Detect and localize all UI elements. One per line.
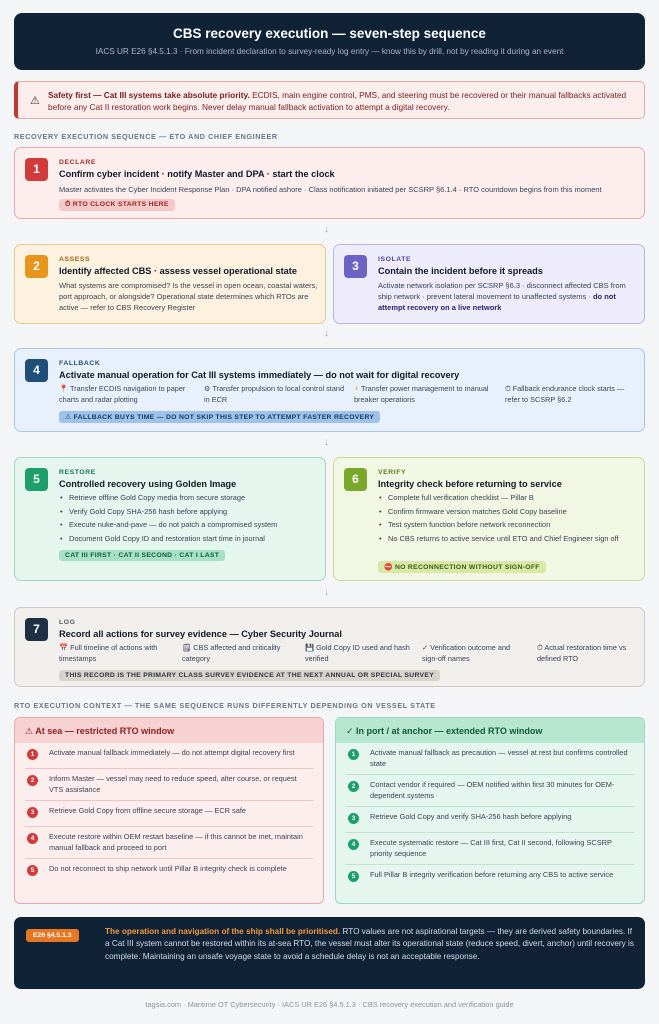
item-number: 3 bbox=[27, 807, 38, 818]
step-tag: ⏱ RTO CLOCK STARTS HERE bbox=[59, 199, 175, 211]
log-item bbox=[537, 643, 642, 664]
list-item: • No CBS returns to active service until ETO and Chief Engineer sign off bbox=[378, 534, 636, 545]
step-log bbox=[14, 607, 645, 687]
list-item: • Test system function before network reconnection bbox=[378, 520, 636, 531]
stopwatch-icon: ⏱ bbox=[505, 384, 511, 393]
fallback-item-text: Transfer ECDIS navigation to paper charts and radar plotting bbox=[59, 384, 186, 404]
step-restore bbox=[14, 457, 326, 581]
item-number: 5 bbox=[27, 865, 38, 876]
step-title: Activate manual operation for Cat III systems immediately — do not wait for digital recovery bbox=[59, 370, 460, 380]
log-item bbox=[305, 643, 417, 664]
in-port-list bbox=[336, 743, 644, 891]
step-desc: What systems are compromised? Is the vessel in open ocean, coastal waters, port approach, or alongside? Operational state determines which RTOs are active — refer to CBS Recovery Register bbox=[59, 281, 318, 312]
list-item-text: Contact vendor if required — OEM notified within first 30 minutes for OEM-dependent systems bbox=[370, 780, 615, 800]
step-verify bbox=[333, 457, 645, 581]
step-kicker: ISOLATE bbox=[378, 256, 412, 263]
list-item bbox=[25, 827, 313, 859]
log-item-text: Full timeline of actions with timestamps bbox=[59, 643, 158, 663]
sequence-label: RECOVERY EXECUTION SEQUENCE — ETO AND CHIEF ENGINEER bbox=[14, 132, 278, 141]
panel-title: ✓ In port / at anchor — extended RTO window bbox=[336, 718, 644, 743]
step-title: Integrity check before returning to service bbox=[378, 479, 562, 489]
step-kicker: LOG bbox=[59, 619, 76, 626]
context-label: RTO EXECUTION CONTEXT — THE SAME SEQUENCE RUNS DIFFERENTLY DEPENDING ON VESSEL STATE bbox=[14, 701, 436, 710]
step-number: 5 bbox=[25, 468, 48, 491]
lightning-icon: ⚡ bbox=[354, 384, 360, 393]
step-number: 3 bbox=[344, 255, 367, 278]
step-number: 4 bbox=[25, 359, 48, 382]
callout-body: RTO values are not aspirational targets — they are derived safety boundaries. If a Cat III system cannot be restored within its at-sea RTO, the vessel must alter its operational state (reduce speed, divert, anchor) until recovery is complete. Maintaining an unsafe voyage state to avoid a schedule delay is not an acceptable response. bbox=[105, 927, 634, 961]
stopwatch-icon: ⏱ bbox=[537, 643, 543, 652]
step-number: 7 bbox=[25, 618, 48, 641]
list-item bbox=[25, 801, 313, 827]
item-number: 1 bbox=[348, 749, 359, 760]
restore-list bbox=[59, 493, 319, 547]
fallback-item-text: Transfer propulsion to local control stand in ECR bbox=[204, 384, 345, 404]
list-item bbox=[346, 743, 634, 775]
list-item-text: Inform Master — vessel may need to reduce speed, alter course, or request VTS assistance bbox=[49, 774, 297, 794]
list-item: • Confirm firmware version matches Gold Copy baseline bbox=[378, 507, 636, 518]
gear-icon: ⚙ bbox=[204, 384, 211, 393]
fallback-item bbox=[505, 384, 640, 405]
list-item bbox=[25, 743, 313, 769]
list-item-text: Full Pillar B integrity verification before returning any CBS to active service bbox=[370, 870, 614, 879]
log-item-text: CBS affected and criticality category bbox=[182, 643, 281, 663]
item-number: 4 bbox=[27, 833, 38, 844]
list-item-text: Retrieve Gold Copy and verify SHA-256 hash before applying bbox=[370, 812, 572, 821]
step-tag: ⛔ NO RECONNECTION WITHOUT SIGN-OFF bbox=[378, 561, 546, 573]
calendar-icon: 📅 bbox=[59, 643, 69, 652]
disk-icon: 💾 bbox=[305, 643, 315, 652]
step-tag: THIS RECORD IS THE PRIMARY CLASS SURVEY EVIDENCE AT THE NEXT ANNUAL OR SPECIAL SURVEY bbox=[59, 670, 440, 681]
callout-text bbox=[105, 926, 635, 963]
list-item: • Retrieve offline Gold Copy media from secure storage bbox=[59, 493, 319, 504]
item-number: 1 bbox=[27, 749, 38, 760]
list-item-text: Execute systematic restore — Cat III first, Cat II second, following SCSRP priority sequence bbox=[370, 838, 612, 858]
step-isolate bbox=[333, 244, 645, 324]
item-number: 5 bbox=[348, 871, 359, 882]
step-title: Confirm cyber incident · notify Master and DPA · start the clock bbox=[59, 169, 335, 179]
fallback-item-text: Transfer power management to manual breaker operations bbox=[354, 384, 489, 404]
list-item-text: Activate manual fallback as precaution — vessel at rest but confirms controlled state bbox=[370, 748, 628, 768]
fallback-item-text: Fallback endurance clock starts — refer to SCSRP §6.2 bbox=[505, 384, 625, 404]
list-item: • Document Gold Copy ID and restoration start time in journal bbox=[59, 534, 319, 545]
log-item bbox=[59, 643, 177, 664]
step-desc bbox=[378, 280, 638, 313]
arrow-down-icon: ↓ bbox=[324, 224, 329, 235]
step-number: 1 bbox=[25, 158, 48, 181]
safety-lead: Safety first — Cat III systems take absolute priority. bbox=[48, 90, 250, 100]
arrow-down-icon: ↓ bbox=[324, 328, 329, 339]
at-sea-list bbox=[15, 743, 323, 885]
regulation-callout bbox=[14, 917, 645, 989]
item-number: 3 bbox=[348, 813, 359, 824]
step-assess bbox=[14, 244, 326, 324]
map-pin-icon: 📍 bbox=[59, 384, 69, 393]
check-icon: ✓ bbox=[422, 643, 429, 652]
list-item-text: Do not reconnect to ship network until Pillar B integrity check is complete bbox=[49, 864, 287, 873]
step-tag: ⚠ FALLBACK BUYS TIME — DO NOT SKIP THIS STEP TO ATTEMPT FASTER RECOVERY bbox=[59, 411, 380, 423]
list-item bbox=[346, 833, 634, 865]
list-item: • Execute nuke-and-pave — do not patch a compromised system bbox=[59, 520, 319, 531]
in-port-panel bbox=[335, 717, 645, 904]
log-item-text: Gold Copy ID used and hash verified bbox=[305, 643, 410, 663]
safety-text bbox=[48, 89, 638, 113]
list-item bbox=[25, 769, 313, 801]
notepad-icon: 🗒 bbox=[182, 643, 192, 652]
step-fallback bbox=[14, 348, 645, 432]
list-item-text: Activate manual fallback immediately — do not attempt digital recovery first bbox=[49, 748, 295, 757]
item-number: 2 bbox=[27, 775, 38, 786]
at-sea-panel bbox=[14, 717, 324, 904]
step-declare bbox=[14, 147, 645, 219]
log-item bbox=[422, 643, 527, 664]
list-item bbox=[346, 775, 634, 807]
step-title: Identify affected CBS · assess vessel operational state bbox=[59, 266, 297, 276]
step-kicker: VERIFY bbox=[378, 469, 407, 476]
list-item: • Verify Gold Copy SHA-256 hash before applying bbox=[59, 507, 319, 518]
step-tag: CAT III FIRST · CAT II SECOND · CAT I LAST bbox=[59, 550, 225, 561]
panel-title: ⚠ At sea — restricted RTO window bbox=[15, 718, 323, 743]
page-subtitle: IACS UR E26 §4.5.1.3 · From incident declaration to survey-ready log entry — know this by drill, not by reading it during an event bbox=[95, 47, 564, 56]
step-desc-bold: do not attempt recovery on a live network bbox=[378, 292, 616, 312]
list-item bbox=[25, 859, 313, 885]
item-number: 2 bbox=[348, 781, 359, 792]
footer-credit: tagsia.com · Maritime OT Cybersecurity · IACS UR E26 §4.5.1.3 · CBS recovery execution and verification guide bbox=[145, 1000, 514, 1009]
log-item-text: Actual restoration time vs defined RTO bbox=[537, 643, 627, 663]
list-item: • Complete full verification checklist — Pillar B bbox=[378, 493, 636, 504]
fallback-item bbox=[354, 384, 494, 405]
list-item bbox=[346, 807, 634, 833]
step-kicker: FALLBACK bbox=[59, 360, 101, 367]
step-kicker: DECLARE bbox=[59, 159, 97, 166]
step-desc-text: Activate network isolation per SCSRP §6.3 · disconnect affected CBS from ship network · prevent lateral movement to unaffected systems · bbox=[378, 281, 626, 301]
step-title: Contain the incident before it spreads bbox=[378, 266, 543, 276]
step-title: Controlled recovery using Golden Image bbox=[59, 479, 237, 489]
step-kicker: RESTORE bbox=[59, 469, 96, 476]
item-number: 4 bbox=[348, 839, 359, 850]
safety-body: ECDIS, main engine control, PMS, and steering must be recovered or their manual fallbacks activated before any Cat II restoration work begins. Never delay manual fallback activation to attempt a digital recovery. bbox=[48, 90, 627, 112]
page-header bbox=[14, 13, 645, 70]
page-title: CBS recovery execution — seven-step sequence bbox=[173, 26, 486, 41]
step-desc: Master activates the Cyber Incident Response Plan · DPA notified ashore · Class notification initiated per SCSRP §6.1.4 · RTO countdown begins from this moment bbox=[59, 185, 602, 194]
warning-icon: ⚠ bbox=[30, 95, 40, 107]
list-item bbox=[346, 865, 634, 891]
step-number: 2 bbox=[25, 255, 48, 278]
list-item-text: Execute restore within OEM restart baseline — if this cannot be met, maintain manual fallback and proceed to port bbox=[49, 832, 303, 852]
fallback-item bbox=[204, 384, 344, 405]
log-item bbox=[182, 643, 299, 664]
regulation-badge: E26 §4.5.1.3 bbox=[26, 929, 79, 942]
log-item-text: Verification outcome and sign-off names bbox=[422, 643, 511, 663]
verify-list bbox=[378, 493, 636, 547]
arrow-down-icon: ↓ bbox=[324, 437, 329, 448]
step-title: Record all actions for survey evidence — Cyber Security Journal bbox=[59, 629, 342, 639]
step-number: 6 bbox=[344, 468, 367, 491]
callout-lead: The operation and navigation of the ship shall be prioritised. bbox=[105, 927, 341, 936]
list-item-text: Retrieve Gold Copy from offline secure storage — ECR safe bbox=[49, 806, 247, 815]
step-kicker: ASSESS bbox=[59, 256, 91, 263]
arrow-down-icon: ↓ bbox=[324, 587, 329, 598]
safety-banner bbox=[14, 81, 645, 119]
fallback-item bbox=[59, 384, 199, 405]
